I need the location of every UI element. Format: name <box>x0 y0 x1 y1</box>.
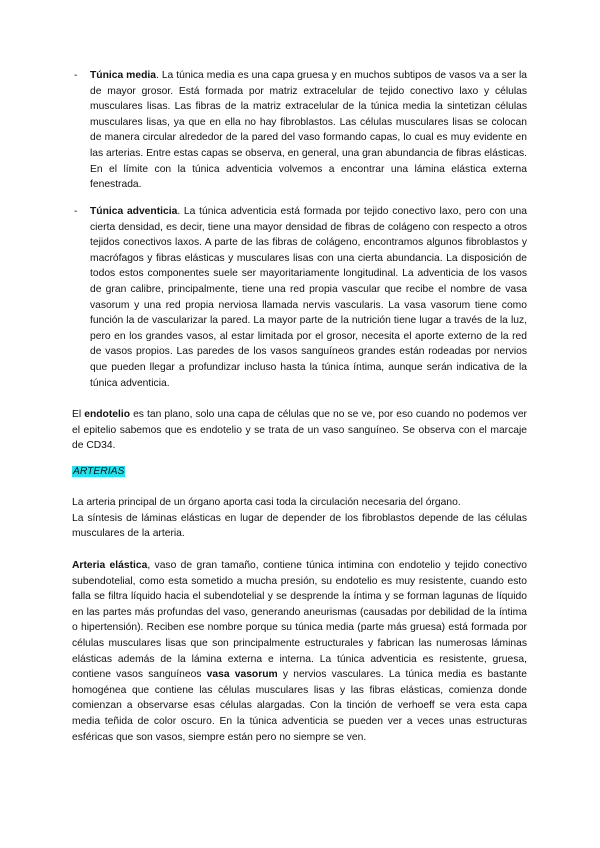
elastica-text-2: y nervios vasculares. La túnica media es bastante homogénea que contiene las células musculares lisas y las fibras elásticas, comienza donde comienzan a observarse esas células alargadas. Con la tinción de verhoeff se vera esta capa media teñida de color oscuro. En la túnica adventicia se pueden ver a veces unas estructuras esféricas que son vasos, siempre están pero no siempre se ven. <box>72 669 527 743</box>
intro-line-1: La arteria principal de un órgano aporta casi toda la circulación necesaria del órgano. <box>72 497 461 508</box>
list-item-tunica-media <box>74 68 527 193</box>
term-tunica-adventicia: Túnica adventicia <box>90 206 178 217</box>
term-arteria-elastica: Arteria elástica <box>72 560 148 571</box>
arteria-elastica-paragraph <box>72 558 527 745</box>
intro-paragraph <box>72 495 527 542</box>
tunica-adventicia-paragraph <box>90 204 527 391</box>
list-dash: - <box>74 70 78 81</box>
term-endotelio: endotelio <box>84 409 130 420</box>
endotelio-prefix: El <box>72 409 85 420</box>
intro-line-2: La síntesis de láminas elásticas en lugar de depender de los fibroblastos depende de las células musculares de la arteria. <box>72 512 527 540</box>
list-dash: - <box>74 206 78 217</box>
list-item-tunica-adventicia <box>74 204 527 391</box>
term-tunica-media: Túnica media <box>90 70 156 81</box>
term-vasa-vasorum: vasa vasorum <box>206 669 278 681</box>
heading-arterias: ARTERIAS <box>73 466 125 477</box>
endotelio-paragraph <box>72 407 527 454</box>
tunica-media-paragraph <box>90 68 527 193</box>
section-heading-arterias <box>72 464 527 480</box>
elastica-text-1: , vaso de gran tamaño, contiene túnica intimina con endotelio y tejido conectivo subendotelial, como esta sometido a mucha presión, su endotelio es muy resistente, cuando esto falla se filtra líquido hacia el subendotelial y se desprende la íntima y se forman lagunas de líquido en las partes más profundas del vaso, generando aneurismas (causadas por debilidad de la íntima o hipertensión). Reciben ese nombre porque su túnica media (parte más gruesa) está formada por células musculares lisas que son principalmente estructurales y fabrican las numerosas láminas elásticas además de la lámina externa e interna. La túnica adventicia es resistente, gruesa, contiene vasos sanguíneos <box>72 560 528 681</box>
endotelio-text: es tan plano, solo una capa de células que no se ve, por eso cuando no podemos ver el epitelio sabemos que es endotelio y se trata de un vaso sanguíneo. Se observa con el marcaje de CD34. <box>72 409 527 452</box>
tunica-adventicia-text: . La túnica adventicia está formada por tejido conectivo laxo, pero con una cierta densidad, es decir, tiene una mayor densidad de fibras de colágeno con respecto a otros tejidos conectivos laxos. A parte de las fibras de colágeno, encontramos algunos fibroblastos y macrófagos y fibras elásticas y musculares lisas con una cierta abundancia. La disposición de todos estos componentes suele ser mayoritariamente longitudinal. La adventicia de los vasos de gran calibre, principalmente, tiene una red propia vascular que recibe el nombre de vasa vasorum y una red propia nerviosa llamada nervis vascularis. La vasa vasorum tiene como función la de vascularizar la pared. La mayor parte de la nutrición tiene lugar a través de la luz, pero en los grandes vasos, al estar limitada por el grosor, necesita el aporte externo de la red de vasos propios. Las paredes de los vasos sanguíneos grandes están rodeadas por nervios que pueden llegar a profundizar incluso hasta la túnica íntima, aunque serán indicativa de la túnica adventicia. <box>90 206 527 389</box>
tunica-media-text: . La túnica media es una capa gruesa y en muchos subtipos de vasos va a ser la de mayor grosor. Está formada por matriz extracelular de tejido conectivo laxo y células musculares lisas. Las fibras de la matriz extracelular de la túnica media la sintetizan células musculares lisas, ya que en ella no hay fibroblastos. Las células musculares lisas se colocan de manera circular alrededor de la pared del vaso formando capas, lo cual es muy evidente en las arterias. Entre estas capas se observa, en general, una gran abundancia de fibras elásticas. En el límite con la túnica adventicia volvemos a encontrar una lámina elástica externa fenestrada. <box>90 70 527 191</box>
